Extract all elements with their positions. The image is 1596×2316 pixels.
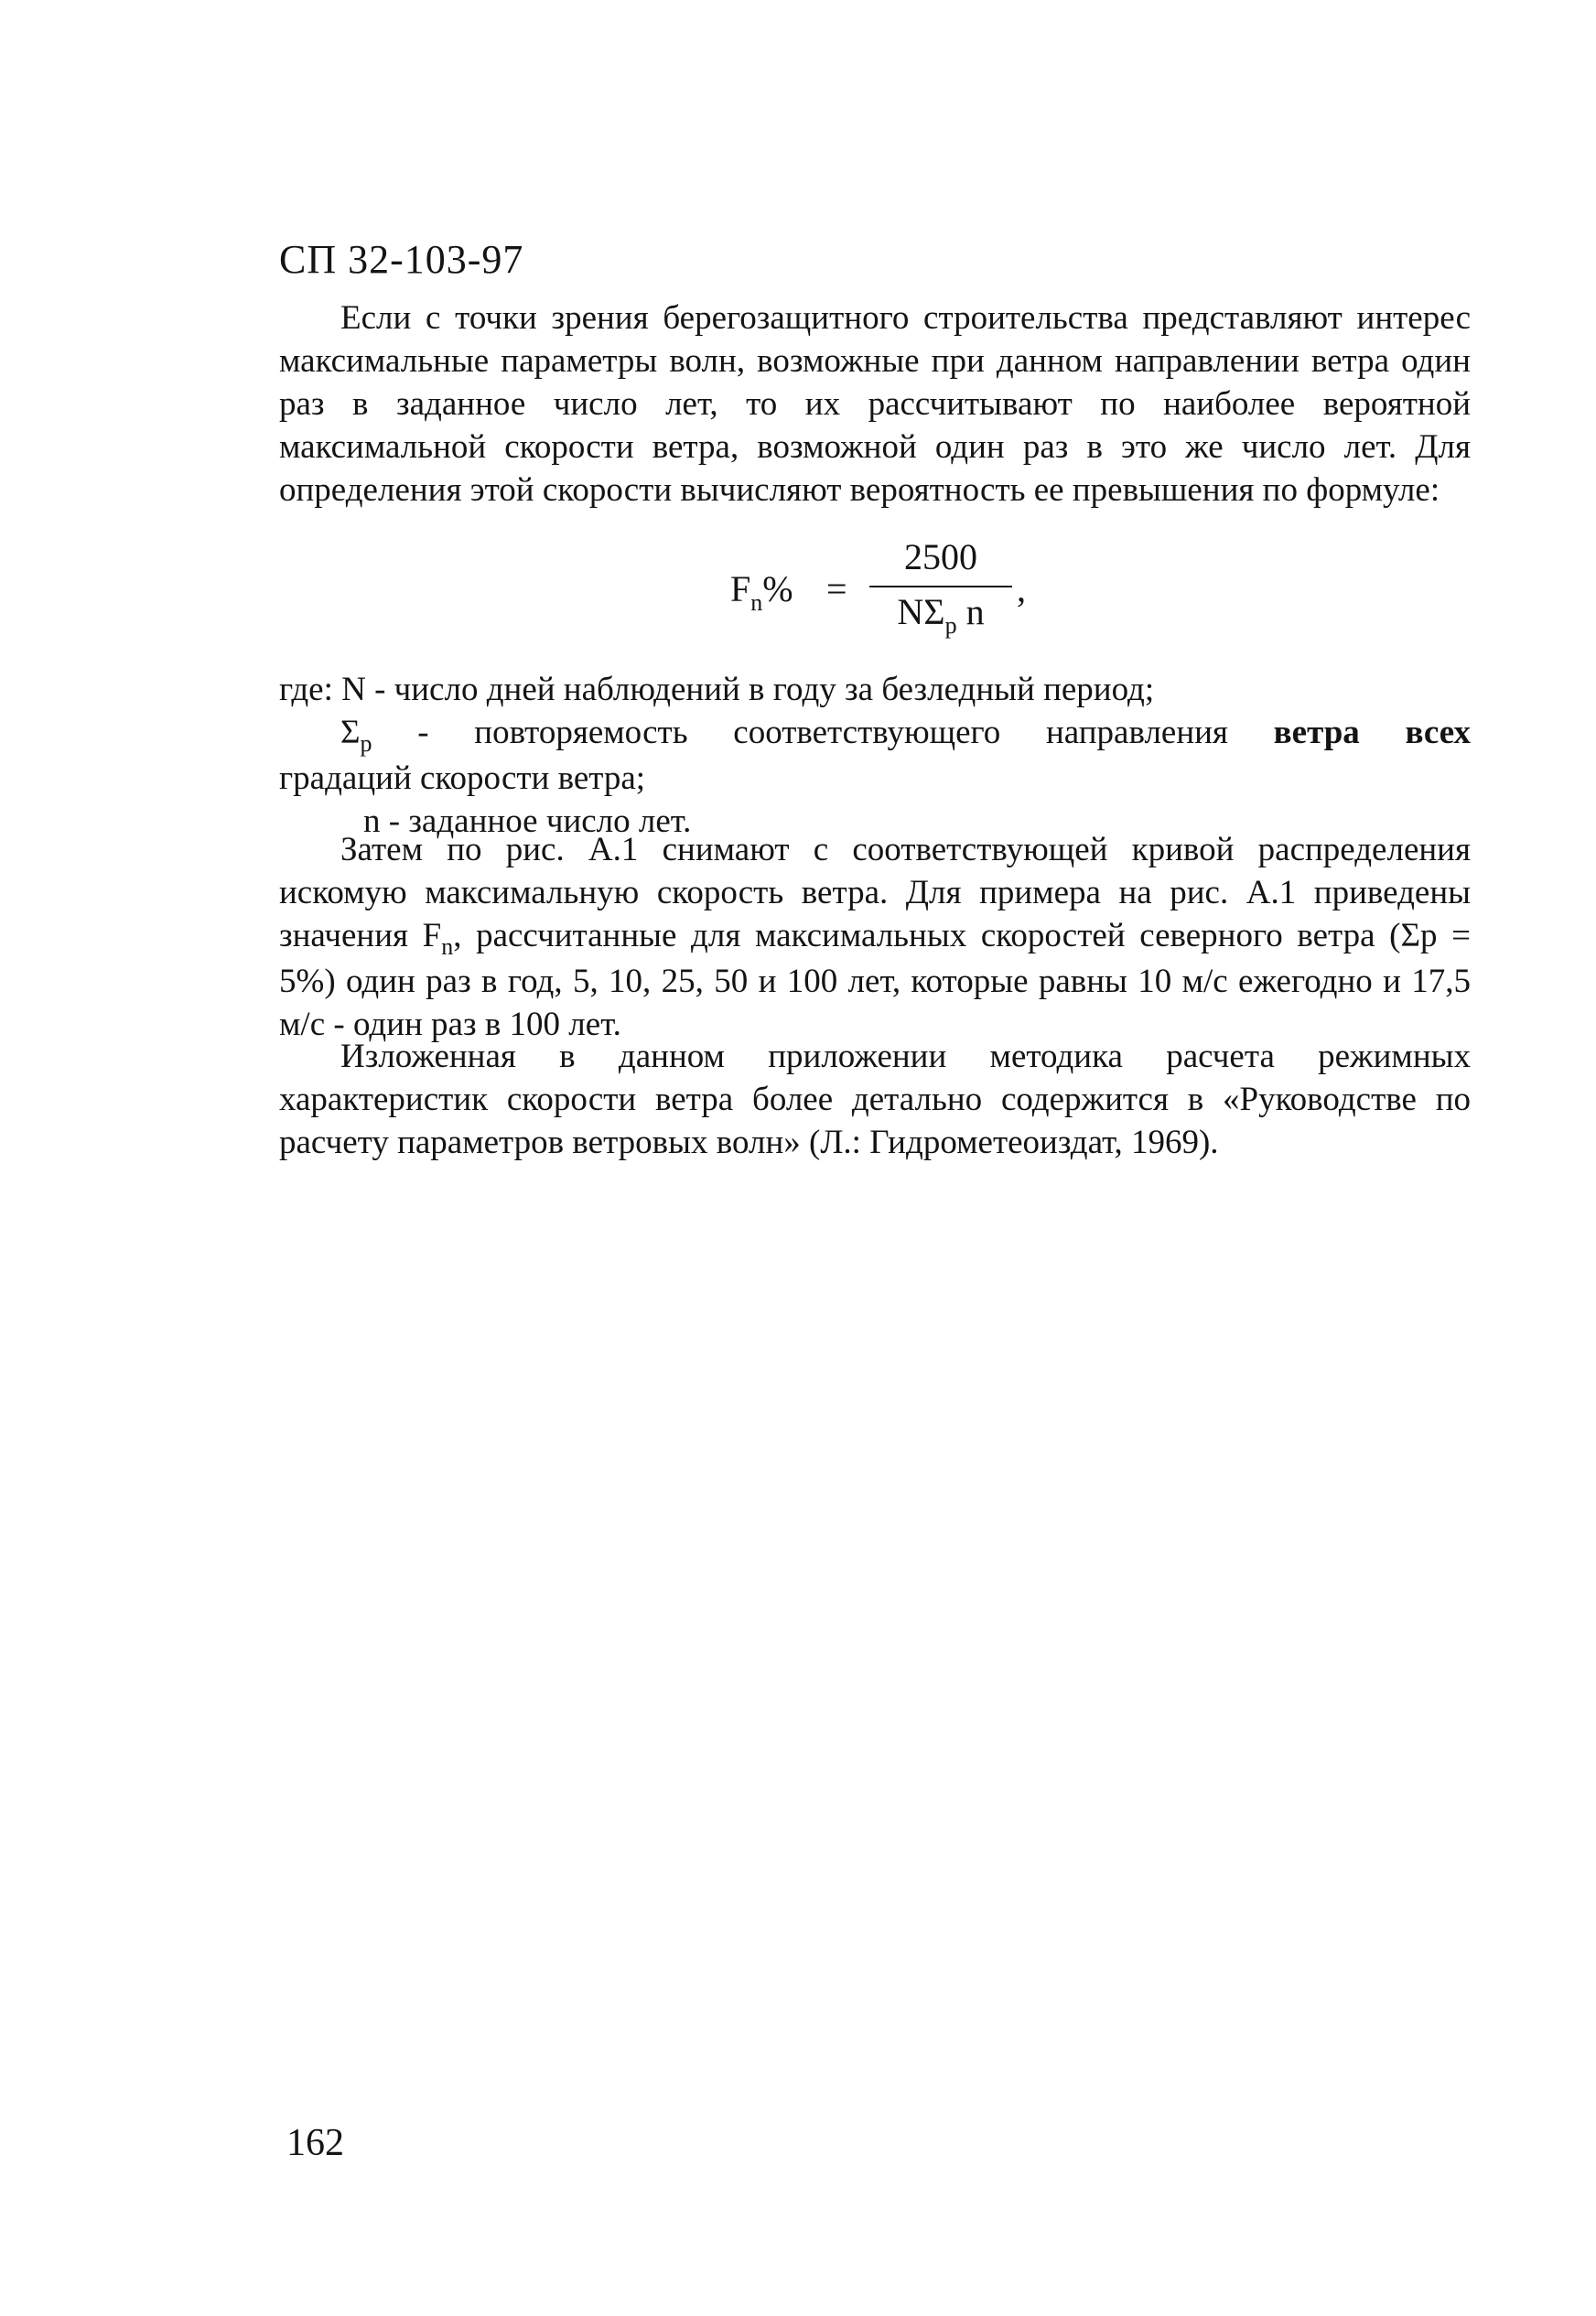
- definition-sigma-symbol: Σ: [340, 714, 361, 751]
- definition-n: n - заданное число лет.: [363, 803, 692, 840]
- page-number: 162: [286, 2122, 344, 2164]
- paragraph-figure-reference: [279, 828, 1471, 1046]
- paragraph-figure-reference-subscript: n: [441, 933, 454, 960]
- definition-sigma: [279, 711, 1471, 757]
- formula-lhs: [730, 567, 793, 616]
- formula-trailing-comma: ,: [1017, 568, 1026, 609]
- paragraph-figure-reference-text: [279, 828, 1471, 1046]
- formula-lhs-symbol: F: [730, 568, 751, 609]
- paragraph-reference-text: Изложенная в данном приложении методика расчета режимных характеристик скорости ветра более детально содержится в «Руководстве по расчету параметров ветровых волн» (Л.: Гидрометеоиздат, 1969).: [279, 1038, 1471, 1161]
- definition-sigma-continuation: градаций скорости ветра;: [279, 759, 646, 797]
- formula-definitions: [279, 668, 1471, 843]
- formula-denominator: [869, 590, 1012, 639]
- paragraph-intro: [279, 296, 1471, 512]
- definition-N: где: N - число дней наблюдений в году за безледный период;: [279, 671, 1155, 708]
- paragraph-reference: [279, 1035, 1471, 1164]
- formula-den-N: N: [897, 591, 924, 632]
- paragraph-intro-text: Если с точки зрения берегозащитного строительства представляют интерес максимальные параметры волн, возможные при данном направлении ветра один раз в заданное число лет, то их рассчитывают по наиболее вероятной максимальной скорости ветра, возможной один раз в это же число лет. Для определения этой скорости вычисляют вероятность ее превышения по формуле:: [279, 299, 1471, 509]
- definition-sigma-subscript: p: [360, 730, 372, 757]
- paragraph-figure-reference-part2: , рассчитанные для максимальных скоростей северного ветра (Σр = 5%) один раз в год, 5, 10, 25, 50 и 100 лет, которые равны 10 м/с ежегодно и 17,5 м/с - один раз в 100 лет.: [279, 917, 1471, 1043]
- formula-fraction-bar: [869, 586, 1012, 587]
- formula-equals: =: [826, 568, 847, 609]
- formula-den-sigma: Σ: [923, 591, 945, 632]
- paragraph-figure-reference-part1: Затем по рис. А.1 снимают с соответствующей кривой распределения искомую максимальную скорость ветра. Для примера на рис. А.1 приведены значения F: [279, 831, 1471, 954]
- formula-lhs-subscript: n: [750, 589, 763, 616]
- definition-sigma-text-bold: ветра всех: [1273, 714, 1471, 751]
- formula-den-n: n: [965, 591, 985, 632]
- formula-lhs-percent: %: [762, 568, 793, 609]
- definition-sigma-text: - повторяемость соответствующего направления: [372, 714, 1274, 751]
- formula-den-subscript: p: [944, 612, 957, 639]
- document-code-header: СП 32-103-97: [279, 237, 524, 282]
- formula-numerator: 2500: [904, 536, 977, 577]
- probability-formula: [730, 535, 1026, 663]
